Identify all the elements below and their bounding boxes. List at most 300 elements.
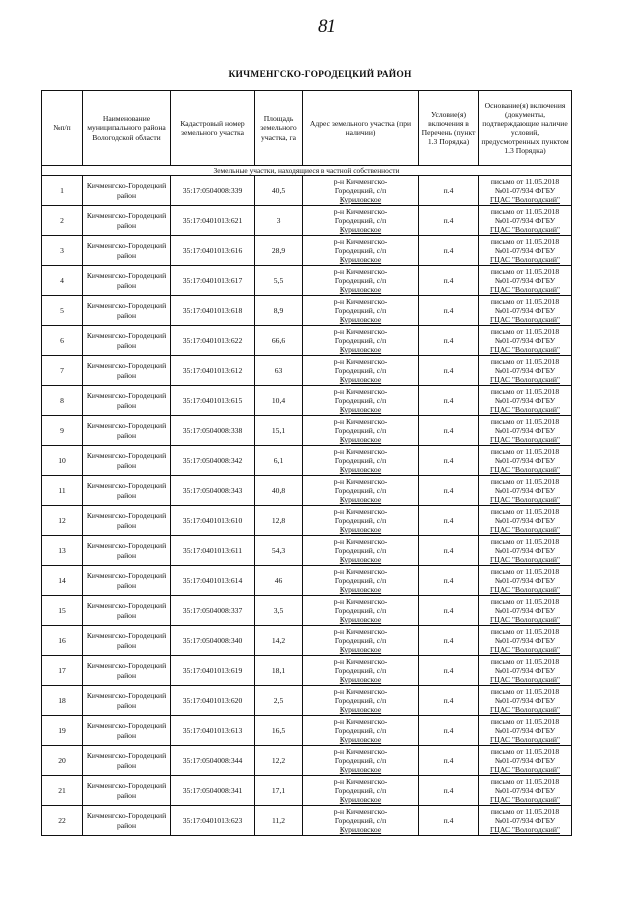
table-row xyxy=(42,236,572,266)
address-line: Городецкий, с/п xyxy=(334,245,387,255)
basis-line: ГЦАС "Вологодский" xyxy=(489,495,561,505)
row-area: 46 xyxy=(255,566,303,596)
basis-line: №01-07/934 ФГБУ xyxy=(494,635,556,645)
row-region: Кичменгско-Городецкий район xyxy=(83,326,171,356)
row-region: Кичменгско-Городецкий район xyxy=(83,506,171,536)
address-line: Городецкий, с/п xyxy=(334,365,387,375)
address-line: Куриловское xyxy=(339,405,382,415)
basis-line: №01-07/934 ФГБУ xyxy=(494,485,556,495)
address-line: Куриловское xyxy=(339,315,382,325)
row-number: 14 xyxy=(42,566,83,596)
row-basis xyxy=(479,536,572,566)
basis-line: ГЦАС "Вологодский" xyxy=(489,735,561,745)
row-area: 10,4 xyxy=(255,386,303,416)
row-address xyxy=(303,806,419,836)
basis-line: №01-07/934 ФГБУ xyxy=(494,515,556,525)
basis-line: №01-07/934 ФГБУ xyxy=(494,755,556,765)
address-line: р-н Кичменгско- xyxy=(333,476,388,486)
basis-line: ГЦАС "Вологодский" xyxy=(489,765,561,775)
row-address xyxy=(303,626,419,656)
row-basis xyxy=(479,476,572,506)
row-address xyxy=(303,776,419,806)
address-line: р-н Кичменгско- xyxy=(333,776,388,786)
row-area: 12,2 xyxy=(255,746,303,776)
row-cadastre: 35:17:0401013:618 xyxy=(171,296,255,326)
row-condition: п.4 xyxy=(419,206,479,236)
row-address xyxy=(303,596,419,626)
basis-line: №01-07/934 ФГБУ xyxy=(494,335,556,345)
row-condition: п.4 xyxy=(419,446,479,476)
address-line: р-н Кичменгско- xyxy=(333,326,388,336)
row-basis xyxy=(479,776,572,806)
basis-line: письмо от 11.05.2018 xyxy=(490,206,560,216)
basis-line: ГЦАС "Вологодский" xyxy=(489,315,561,325)
row-condition: п.4 xyxy=(419,416,479,446)
row-condition: п.4 xyxy=(419,326,479,356)
address-line: Куриловское xyxy=(339,225,382,235)
row-region: Кичменгско-Городецкий район xyxy=(83,596,171,626)
row-address xyxy=(303,266,419,296)
row-cadastre: 35:17:0401013:617 xyxy=(171,266,255,296)
row-region: Кичменгско-Городецкий район xyxy=(83,476,171,506)
address-line: Городецкий, с/п xyxy=(334,665,387,675)
row-number: 7 xyxy=(42,356,83,386)
address-line: р-н Кичменгско- xyxy=(333,236,388,246)
row-cadastre: 35:17:0401013:610 xyxy=(171,506,255,536)
address-line: Куриловское xyxy=(339,585,382,595)
address-line: р-н Кичменгско- xyxy=(333,266,388,276)
row-basis xyxy=(479,296,572,326)
row-area: 63 xyxy=(255,356,303,386)
address-line: Городецкий, с/п xyxy=(334,815,387,825)
header-basis: Основание(я) включения (документы, подтверждающие наличие условий, предусмотренных пунктом 1.3 Порядка) xyxy=(479,91,572,166)
row-number: 12 xyxy=(42,506,83,536)
basis-line: ГЦАС "Вологодский" xyxy=(489,525,561,535)
row-cadastre: 35:17:0401013:623 xyxy=(171,806,255,836)
row-condition: п.4 xyxy=(419,536,479,566)
row-cadastre: 35:17:0401013:620 xyxy=(171,686,255,716)
basis-line: №01-07/934 ФГБУ xyxy=(494,725,556,735)
table-row xyxy=(42,806,572,836)
row-area: 28,9 xyxy=(255,236,303,266)
basis-line: №01-07/934 ФГБУ xyxy=(494,695,556,705)
row-region: Кичменгско-Городецкий район xyxy=(83,626,171,656)
row-area: 18,1 xyxy=(255,656,303,686)
row-number: 18 xyxy=(42,686,83,716)
basis-line: ГЦАС "Вологодский" xyxy=(489,375,561,385)
basis-line: письмо от 11.05.2018 xyxy=(490,356,560,366)
address-line: Городецкий, с/п xyxy=(334,515,387,525)
row-region: Кичменгско-Городецкий район xyxy=(83,686,171,716)
row-area: 3,5 xyxy=(255,596,303,626)
row-area: 14,2 xyxy=(255,626,303,656)
basis-line: письмо от 11.05.2018 xyxy=(490,656,560,666)
row-region: Кичменгско-Городецкий район xyxy=(83,236,171,266)
basis-line: письмо от 11.05.2018 xyxy=(490,536,560,546)
row-area: 12,8 xyxy=(255,506,303,536)
basis-line: письмо от 11.05.2018 xyxy=(490,446,560,456)
basis-line: письмо от 11.05.2018 xyxy=(490,236,560,246)
address-line: Городецкий, с/п xyxy=(334,455,387,465)
row-basis xyxy=(479,236,572,266)
address-line: Городецкий, с/п xyxy=(334,725,387,735)
basis-line: №01-07/934 ФГБУ xyxy=(494,455,556,465)
row-region: Кичменгско-Городецкий район xyxy=(83,176,171,206)
row-region: Кичменгско-Городецкий район xyxy=(83,656,171,686)
row-cadastre: 35:17:0504008:337 xyxy=(171,596,255,626)
table-row xyxy=(42,536,572,566)
row-basis xyxy=(479,446,572,476)
basis-line: письмо от 11.05.2018 xyxy=(490,176,560,186)
row-address xyxy=(303,206,419,236)
address-line: р-н Кичменгско- xyxy=(333,416,388,426)
row-area: 8,9 xyxy=(255,296,303,326)
row-region: Кичменгско-Городецкий район xyxy=(83,716,171,746)
table-row xyxy=(42,716,572,746)
address-line: Куриловское xyxy=(339,435,382,445)
address-line: р-н Кичменгско- xyxy=(333,386,388,396)
address-line: Городецкий, с/п xyxy=(334,545,387,555)
basis-line: ГЦАС "Вологодский" xyxy=(489,675,561,685)
row-number: 1 xyxy=(42,176,83,206)
row-address xyxy=(303,506,419,536)
row-number: 15 xyxy=(42,596,83,626)
basis-line: ГЦАС "Вологодский" xyxy=(489,645,561,655)
basis-line: письмо от 11.05.2018 xyxy=(490,716,560,726)
address-line: Городецкий, с/п xyxy=(334,395,387,405)
row-condition: п.4 xyxy=(419,626,479,656)
row-basis xyxy=(479,506,572,536)
row-region: Кичменгско-Городецкий район xyxy=(83,566,171,596)
section-label: Земельные участки, находящиеся в частной собственности xyxy=(42,166,572,176)
row-cadastre: 35:17:0401013:612 xyxy=(171,356,255,386)
page-number: 81 xyxy=(318,16,335,37)
address-line: Куриловское xyxy=(339,705,382,715)
row-number: 3 xyxy=(42,236,83,266)
row-address xyxy=(303,296,419,326)
basis-line: ГЦАС "Вологодский" xyxy=(489,195,561,205)
basis-line: ГЦАС "Вологодский" xyxy=(489,825,561,835)
row-basis xyxy=(479,416,572,446)
row-condition: п.4 xyxy=(419,686,479,716)
row-condition: п.4 xyxy=(419,356,479,386)
row-region: Кичменгско-Городецкий район xyxy=(83,446,171,476)
row-basis xyxy=(479,326,572,356)
table-row xyxy=(42,446,572,476)
row-cadastre: 35:17:0504008:343 xyxy=(171,476,255,506)
row-condition: п.4 xyxy=(419,236,479,266)
address-line: Куриловское xyxy=(339,195,382,205)
basis-line: ГЦАС "Вологодский" xyxy=(489,465,561,475)
row-cadastre: 35:17:0401013:615 xyxy=(171,386,255,416)
land-plots-table xyxy=(41,90,572,836)
address-line: Куриловское xyxy=(339,675,382,685)
row-address xyxy=(303,566,419,596)
row-area: 11,2 xyxy=(255,806,303,836)
address-line: Куриловское xyxy=(339,645,382,655)
row-area: 2,5 xyxy=(255,686,303,716)
table-row xyxy=(42,776,572,806)
row-basis xyxy=(479,716,572,746)
table-row xyxy=(42,626,572,656)
basis-line: №01-07/934 ФГБУ xyxy=(494,275,556,285)
basis-line: письмо от 11.05.2018 xyxy=(490,476,560,486)
row-number: 4 xyxy=(42,266,83,296)
table-row xyxy=(42,386,572,416)
row-basis xyxy=(479,206,572,236)
table-row xyxy=(42,416,572,446)
header-address: Адрес земельного участка (при наличии) xyxy=(303,91,419,166)
row-area: 54,3 xyxy=(255,536,303,566)
row-number: 20 xyxy=(42,746,83,776)
row-number: 11 xyxy=(42,476,83,506)
row-cadastre: 35:17:0401013:622 xyxy=(171,326,255,356)
basis-line: №01-07/934 ФГБУ xyxy=(494,425,556,435)
address-line: Городецкий, с/п xyxy=(334,275,387,285)
table-header xyxy=(42,91,572,166)
row-basis xyxy=(479,386,572,416)
row-cadastre: 35:17:0401013:611 xyxy=(171,536,255,566)
row-address xyxy=(303,656,419,686)
row-number: 19 xyxy=(42,716,83,746)
basis-line: письмо от 11.05.2018 xyxy=(490,506,560,516)
row-address xyxy=(303,386,419,416)
header-area: Площадь земельного участка, га xyxy=(255,91,303,166)
row-basis xyxy=(479,686,572,716)
row-number: 10 xyxy=(42,446,83,476)
row-region: Кичменгско-Городецкий район xyxy=(83,776,171,806)
row-condition: п.4 xyxy=(419,386,479,416)
basis-line: №01-07/934 ФГБУ xyxy=(494,305,556,315)
basis-line: №01-07/934 ФГБУ xyxy=(494,215,556,225)
table-row xyxy=(42,656,572,686)
address-line: р-н Кичменгско- xyxy=(333,566,388,576)
table-row xyxy=(42,566,572,596)
row-number: 17 xyxy=(42,656,83,686)
basis-line: ГЦАС "Вологодский" xyxy=(489,705,561,715)
address-line: Городецкий, с/п xyxy=(334,755,387,765)
basis-line: ГЦАС "Вологодский" xyxy=(489,285,561,295)
basis-line: письмо от 11.05.2018 xyxy=(490,266,560,276)
row-number: 16 xyxy=(42,626,83,656)
address-line: Городецкий, с/п xyxy=(334,695,387,705)
address-line: Городецкий, с/п xyxy=(334,635,387,645)
table-body xyxy=(42,166,572,836)
address-line: Куриловское xyxy=(339,375,382,385)
address-line: Куриловское xyxy=(339,255,382,265)
basis-line: ГЦАС "Вологодский" xyxy=(489,435,561,445)
row-condition: п.4 xyxy=(419,746,479,776)
row-region: Кичменгско-Городецкий район xyxy=(83,296,171,326)
table-row xyxy=(42,746,572,776)
table-row xyxy=(42,596,572,626)
address-line: р-н Кичменгско- xyxy=(333,356,388,366)
address-line: Куриловское xyxy=(339,795,382,805)
row-condition: п.4 xyxy=(419,566,479,596)
row-cadastre: 35:17:0504008:340 xyxy=(171,626,255,656)
row-basis xyxy=(479,176,572,206)
basis-line: письмо от 11.05.2018 xyxy=(490,296,560,306)
address-line: р-н Кичменгско- xyxy=(333,176,388,186)
header-condition: Условие(я) включения в Перечень (пункт 1.3 Порядка) xyxy=(419,91,479,166)
row-condition: п.4 xyxy=(419,296,479,326)
address-line: Городецкий, с/п xyxy=(334,215,387,225)
row-address xyxy=(303,536,419,566)
basis-line: ГЦАС "Вологодский" xyxy=(489,585,561,595)
row-basis xyxy=(479,266,572,296)
row-address xyxy=(303,176,419,206)
address-line: Куриловское xyxy=(339,735,382,745)
address-line: Городецкий, с/п xyxy=(334,425,387,435)
row-cadastre: 35:17:0401013:614 xyxy=(171,566,255,596)
row-region: Кичменгско-Городецкий район xyxy=(83,806,171,836)
basis-line: письмо от 11.05.2018 xyxy=(490,566,560,576)
row-address xyxy=(303,746,419,776)
header-region: Наименование муниципального района Вологодской области xyxy=(83,91,171,166)
basis-line: письмо от 11.05.2018 xyxy=(490,386,560,396)
basis-line: №01-07/934 ФГБУ xyxy=(494,365,556,375)
address-line: Куриловское xyxy=(339,615,382,625)
row-address xyxy=(303,686,419,716)
row-cadastre: 35:17:0401013:616 xyxy=(171,236,255,266)
basis-line: №01-07/934 ФГБУ xyxy=(494,185,556,195)
row-basis xyxy=(479,746,572,776)
row-condition: п.4 xyxy=(419,656,479,686)
basis-line: ГЦАС "Вологодский" xyxy=(489,405,561,415)
basis-line: №01-07/934 ФГБУ xyxy=(494,245,556,255)
basis-line: ГЦАС "Вологодский" xyxy=(489,345,561,355)
row-cadastre: 35:17:0401013:621 xyxy=(171,206,255,236)
row-area: 40,8 xyxy=(255,476,303,506)
address-line: Городецкий, с/п xyxy=(334,485,387,495)
row-cadastre: 35:17:0504008:338 xyxy=(171,416,255,446)
basis-line: №01-07/934 ФГБУ xyxy=(494,395,556,405)
row-area: 6,1 xyxy=(255,446,303,476)
row-basis xyxy=(479,596,572,626)
address-line: р-н Кичменгско- xyxy=(333,686,388,696)
address-line: р-н Кичменгско- xyxy=(333,446,388,456)
table-row xyxy=(42,296,572,326)
address-line: Городецкий, с/п xyxy=(334,305,387,315)
row-address xyxy=(303,446,419,476)
row-condition: п.4 xyxy=(419,266,479,296)
address-line: Куриловское xyxy=(339,525,382,535)
header-cadastre: Кадастровый номер земельного участка xyxy=(171,91,255,166)
row-number: 2 xyxy=(42,206,83,236)
row-number: 6 xyxy=(42,326,83,356)
row-region: Кичменгско-Городецкий район xyxy=(83,416,171,446)
row-cadastre: 35:17:0401013:619 xyxy=(171,656,255,686)
address-line: Куриловское xyxy=(339,285,382,295)
basis-line: №01-07/934 ФГБУ xyxy=(494,575,556,585)
basis-line: №01-07/934 ФГБУ xyxy=(494,665,556,675)
row-number: 8 xyxy=(42,386,83,416)
address-line: р-н Кичменгско- xyxy=(333,536,388,546)
basis-line: письмо от 11.05.2018 xyxy=(490,776,560,786)
row-condition: п.4 xyxy=(419,476,479,506)
address-line: р-н Кичменгско- xyxy=(333,596,388,606)
row-region: Кичменгско-Городецкий район xyxy=(83,746,171,776)
row-area: 3 xyxy=(255,206,303,236)
row-basis xyxy=(479,626,572,656)
address-line: р-н Кичменгско- xyxy=(333,716,388,726)
address-line: р-н Кичменгско- xyxy=(333,506,388,516)
row-area: 16,5 xyxy=(255,716,303,746)
row-number: 13 xyxy=(42,536,83,566)
table-row xyxy=(42,476,572,506)
row-basis xyxy=(479,566,572,596)
address-line: Городецкий, с/п xyxy=(334,335,387,345)
row-cadastre: 35:17:0401013:613 xyxy=(171,716,255,746)
row-condition: п.4 xyxy=(419,506,479,536)
address-line: р-н Кичменгско- xyxy=(333,746,388,756)
basis-line: ГЦАС "Вологодский" xyxy=(489,225,561,235)
basis-line: №01-07/934 ФГБУ xyxy=(494,785,556,795)
basis-line: №01-07/934 ФГБУ xyxy=(494,545,556,555)
basis-line: ГЦАС "Вологодский" xyxy=(489,615,561,625)
address-line: Городецкий, с/п xyxy=(334,185,387,195)
row-area: 66,6 xyxy=(255,326,303,356)
basis-line: ГЦАС "Вологодский" xyxy=(489,255,561,265)
row-condition: п.4 xyxy=(419,806,479,836)
address-line: р-н Кичменгско- xyxy=(333,806,388,816)
row-condition: п.4 xyxy=(419,176,479,206)
address-line: р-н Кичменгско- xyxy=(333,296,388,306)
basis-line: письмо от 11.05.2018 xyxy=(490,686,560,696)
address-line: р-н Кичменгско- xyxy=(333,626,388,636)
basis-line: письмо от 11.05.2018 xyxy=(490,626,560,636)
row-basis xyxy=(479,656,572,686)
table-row xyxy=(42,356,572,386)
row-cadastre: 35:17:0504008:341 xyxy=(171,776,255,806)
address-line: Городецкий, с/п xyxy=(334,785,387,795)
table-row xyxy=(42,686,572,716)
page-title: КИЧМЕНГСКО-ГОРОДЕЦКИЙ РАЙОН xyxy=(228,70,412,80)
address-line: р-н Кичменгско- xyxy=(333,656,388,666)
table-row xyxy=(42,326,572,356)
row-number: 5 xyxy=(42,296,83,326)
row-condition: п.4 xyxy=(419,596,479,626)
address-line: Городецкий, с/п xyxy=(334,575,387,585)
row-cadastre: 35:17:0504008:344 xyxy=(171,746,255,776)
basis-line: письмо от 11.05.2018 xyxy=(490,596,560,606)
address-line: Городецкий, с/п xyxy=(334,605,387,615)
table-row xyxy=(42,206,572,236)
row-address xyxy=(303,356,419,386)
basis-line: письмо от 11.05.2018 xyxy=(490,746,560,756)
row-basis xyxy=(479,356,572,386)
address-line: р-н Кичменгско- xyxy=(333,206,388,216)
table-row xyxy=(42,266,572,296)
basis-line: письмо от 11.05.2018 xyxy=(490,416,560,426)
row-condition: п.4 xyxy=(419,776,479,806)
row-cadastre: 35:17:0504008:342 xyxy=(171,446,255,476)
address-line: Куриловское xyxy=(339,555,382,565)
row-area: 15,1 xyxy=(255,416,303,446)
row-number: 22 xyxy=(42,806,83,836)
basis-line: №01-07/934 ФГБУ xyxy=(494,605,556,615)
row-region: Кичменгско-Городецкий район xyxy=(83,266,171,296)
basis-line: №01-07/934 ФГБУ xyxy=(494,815,556,825)
row-number: 21 xyxy=(42,776,83,806)
row-condition: п.4 xyxy=(419,716,479,746)
basis-line: ГЦАС "Вологодский" xyxy=(489,555,561,565)
basis-line: письмо от 11.05.2018 xyxy=(490,806,560,816)
basis-line: ГЦАС "Вологодский" xyxy=(489,795,561,805)
row-address xyxy=(303,416,419,446)
row-region: Кичменгско-Городецкий район xyxy=(83,206,171,236)
row-region: Кичменгско-Городецкий район xyxy=(83,356,171,386)
